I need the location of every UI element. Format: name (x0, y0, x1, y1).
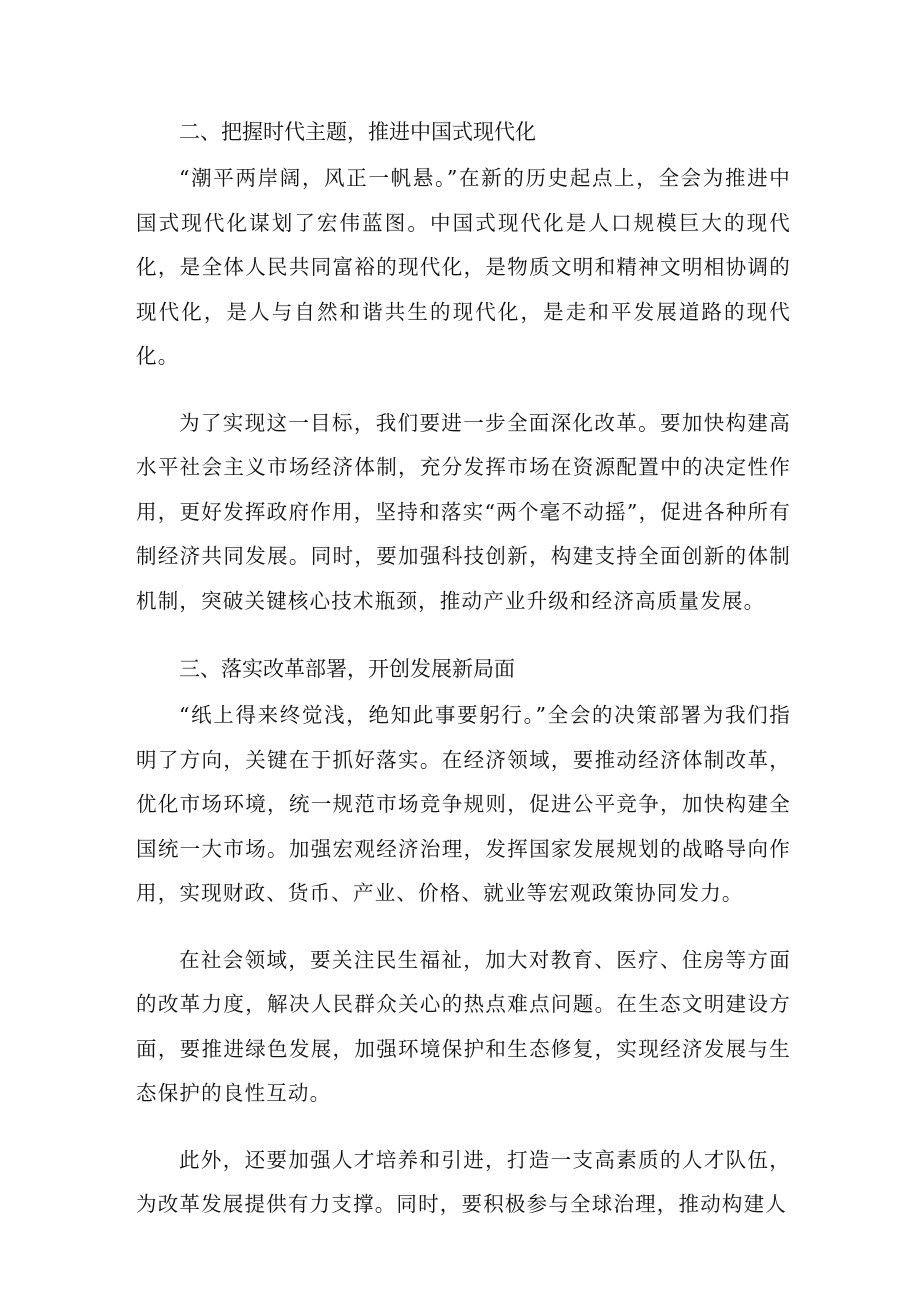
paragraph: 在社会领域，要关注民生福祉，加大对教育、医疗、住房等方面的改革力度，解决人民群众关心的热点难点问题。在生态文明建设方面，要推进绿色发展，加强环境保护和生态修复，实现经济发展与生态保护的良性互动。 (136, 947, 791, 1105)
paragraph: 为了实现这一目标，我们要进一步全面深化改革。要加快构建高水平社会主义市场经济体制，充分发挥市场在资源配置中的决定性作用，更好发挥政府作用，坚持和落实“两个毫不动摇”，促进各种所有制经济共同发展。同时，要加强科技创新，构建支持全面创新的体制机制，突破关键核心技术瓶颈，推动产业升级和经济高质量发展。 (136, 410, 791, 613)
section-heading-2: 二、把握时代主题，推进中国式现代化 (179, 120, 536, 144)
paragraph: 此外，还要加强人才培养和引进，打造一支高素质的人才队伍，为改革发展提供有力支撑。同时，要积极参与全球治理，推动构建人 (136, 1147, 791, 1216)
paragraph: “潮平两岸阔，风正一帆悬。”在新的历史起点上，全会为推进中国式现代化谋划了宏伟蓝图。中国式现代化是人口规模巨大的现代化，是全体人民共同富裕的现代化，是物质文明和精神文明相协调的现代化，是人与自然和谐共生的现代化，是走和平发展道路的现代化。 (136, 166, 791, 368)
document-body (136, 112, 791, 1249)
paragraph: “纸上得来终觉浅，绝知此事要躬行。”全会的决策部署为我们指明了方向，关键在于抓好落实。在经济领域，要推动经济体制改革，优化市场环境，统一规范市场竞争规则，促进公平竞争，加快构建全国统一大市场。加强宏观经济治理，发挥国家发展规划的战略导向作用，实现财政、货币、产业、价格、就业等宏观政策协同发力。 (136, 703, 791, 905)
section-heading-3: 三、落实改革部署，开创发展新局面 (179, 657, 515, 681)
